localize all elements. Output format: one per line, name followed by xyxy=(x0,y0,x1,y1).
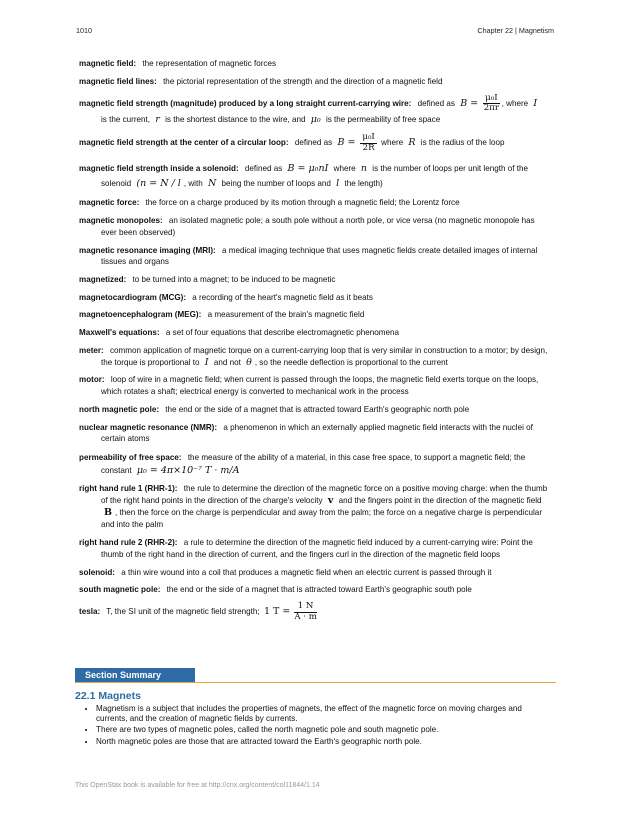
definition-text: the rule to determine the direction of the magnetic force on a positive moving charge: when the thumb of the right hand points in the direction of the charge's velocity xyxy=(101,484,548,506)
glossary-entry xyxy=(79,404,551,416)
definition: a rule to determine the direction of the magnetic field induced by a current-carrying wire: Point the thumb of the right hand in the direction of current, and the fingers curl in the direction of the magnetic field loops xyxy=(101,538,533,559)
formula-lhs: 1 T = xyxy=(263,606,291,618)
glossary-entry xyxy=(79,292,551,304)
definition-text: , where xyxy=(501,98,529,108)
section-subheading: 22.1 Magnets xyxy=(75,690,141,702)
formula: (n = N / l xyxy=(136,178,181,190)
definition-text: defined as xyxy=(417,98,455,108)
chapter-title: Chapter 22 | Magnetism xyxy=(477,26,554,35)
term: magnetic field strength inside a solenoid: xyxy=(79,164,239,174)
term: permeability of free space: xyxy=(79,452,182,462)
definition: the end or the side of a magnet that is attracted toward Earth's geographic north pole xyxy=(165,404,470,414)
numerator: 1 N xyxy=(294,602,317,613)
denominator: A · m xyxy=(294,611,317,622)
glossary-entry xyxy=(79,197,551,209)
variable: I xyxy=(533,97,538,109)
term: solenoid: xyxy=(79,567,115,577)
glossary-entry xyxy=(79,327,551,339)
glossary-entry xyxy=(79,567,551,579)
variable: r xyxy=(155,113,160,125)
term: magnetic monopoles: xyxy=(79,216,163,226)
glossary-entry xyxy=(79,76,551,88)
definition-text: constant xyxy=(101,465,132,475)
definition: the end or the side of a magnet that is attracted toward Earth's geographic south pole xyxy=(166,585,472,595)
definition-text: and the fingers point in the direction of the magnetic field xyxy=(338,496,542,506)
glossary xyxy=(79,58,551,628)
term: south magnetic pole: xyxy=(79,585,161,595)
numerator: μ₀I xyxy=(362,132,375,143)
term: motor: xyxy=(79,375,105,385)
definition-text: solenoid xyxy=(101,179,132,189)
definition: a recording of the heart's magnetic field as it beats xyxy=(192,292,373,302)
term: magnetic field: xyxy=(79,59,137,68)
glossary-entry xyxy=(79,602,551,622)
definition-text: where xyxy=(333,164,356,174)
definition-text: , with xyxy=(183,179,203,189)
definition-text: is the number of loops per unit length of the xyxy=(372,164,528,174)
glossary-entry xyxy=(79,422,551,445)
definition: a set of four equations that describe electromagnetic phenomena xyxy=(165,328,399,338)
term: right hand rule 1 (RHR-1): xyxy=(79,484,178,494)
formula: μ₀ = 4π×10⁻⁷ T · m/A xyxy=(136,464,240,476)
term: magnetocardiogram (MCG): xyxy=(79,292,187,302)
definition-text: being the number of loops and xyxy=(221,179,331,189)
variable: R xyxy=(408,137,416,149)
variable: l xyxy=(336,178,340,190)
definition-text: , so the needle deflection is proportional to the current xyxy=(254,357,448,367)
denominator: 2πr xyxy=(483,103,499,114)
variable: v xyxy=(327,495,334,507)
glossary-entry xyxy=(79,584,551,596)
term: magnetic field strength at the center of a circular loop: xyxy=(79,138,289,148)
formula: B = μ₀nI xyxy=(287,163,329,175)
definition-text: the measure of the ability of a material, in this case free space, to support a magnetic field; the xyxy=(187,452,526,462)
summary-list xyxy=(84,704,554,748)
glossary-entry xyxy=(79,537,551,560)
definition: the pictorial representation of the strength and the direction of a magnetic field xyxy=(163,76,443,86)
section-summary-label: Section Summary xyxy=(75,668,195,682)
variable: θ xyxy=(246,356,252,368)
definition-text: where xyxy=(381,138,404,148)
glossary-entry xyxy=(79,133,551,153)
formula-fraction xyxy=(483,94,499,114)
term: magnetic field lines: xyxy=(79,76,157,86)
term: tesla: xyxy=(79,607,101,617)
variable: n xyxy=(360,163,368,175)
list-item: • Magnetism is a subject that includes the properties of magnets, the effect of the magnetic force on moving charges and currents, and the creation of magnetic fields by currents. xyxy=(96,704,554,724)
list-item: • North magnetic poles are those that are attracted toward the Earth's geographic north pole. xyxy=(96,737,554,747)
definition: to be turned into a magnet; to be induced to be magnetic xyxy=(132,274,336,284)
variable: N xyxy=(207,178,217,190)
formula-lhs: B = xyxy=(460,97,479,109)
definition: a medical imaging technique that uses magnetic fields create detailed images of internal tissues and organs xyxy=(101,245,538,267)
term: Maxwell's equations: xyxy=(79,328,160,338)
formula-fraction xyxy=(294,602,317,622)
definition: the representation of magnetic forces xyxy=(142,59,276,68)
glossary-entry xyxy=(79,345,551,368)
term: magnetic resonance imaging (MRI): xyxy=(79,245,216,255)
definition-text: defined as xyxy=(294,138,333,148)
term: magnetic force: xyxy=(79,198,140,208)
definition-text: , then the force on the charge is perpendicular and away from the palm; the force on a negative charge is perpendicular and into the palm xyxy=(101,508,543,530)
section-summary-bar xyxy=(75,668,556,683)
glossary-entry xyxy=(79,58,551,70)
glossary-entry xyxy=(79,483,551,531)
definition-text: common application of magnetic torque on a current-carrying loop that is very similar in construction to a motor; by design, the torque is proportional to xyxy=(101,346,548,367)
glossary-entry xyxy=(79,161,551,191)
formula-fraction xyxy=(360,133,376,153)
glossary-entry xyxy=(79,374,551,397)
glossary-entry xyxy=(79,274,551,286)
list-item: • There are two types of magnetic poles, called the north magnetic pole and south magnetic pole. xyxy=(96,725,554,735)
variable: B xyxy=(104,507,113,519)
footer-note: This OpenStax book is available for free at http://cnx.org/content/col11844/1.14 xyxy=(75,782,320,789)
definition-text: defined as xyxy=(244,164,283,174)
glossary-entry xyxy=(79,451,551,477)
glossary-entry xyxy=(79,215,551,238)
definition: the force on a charge produced by its motion through a magnetic field; the Lorentz force xyxy=(145,198,460,208)
definition: a phenomenon in which an externally applied magnetic field interacts with the nuclei of certain atoms xyxy=(101,422,533,444)
definition: loop of wire in a magnetic field; when current is passed through the loops, the magnetic field exerts torque on the loops, which rotates a shaft; electrical energy is converted to mechanical work in the process xyxy=(101,375,539,396)
term: magnetic field strength (magnitude) produced by a long straight current-carrying wire: xyxy=(79,98,412,108)
definition-text: is the permeability of free space xyxy=(325,114,441,124)
glossary-entry xyxy=(79,309,551,321)
numerator: μ₀I xyxy=(485,92,498,103)
definition: an isolated magnetic pole; a south pole without a north pole, or vice versa (no magnetic monopole has ever been observed) xyxy=(101,216,535,237)
denominator: 2R xyxy=(362,142,375,153)
glossary-entry xyxy=(79,94,551,126)
definition-text: is the radius of the loop xyxy=(420,138,505,148)
definition-text: is the shortest distance to the wire, and xyxy=(165,114,306,124)
formula-lhs: B = xyxy=(337,137,356,149)
definition-text: T, the SI unit of the magnetic field strength; xyxy=(106,607,260,617)
term: magnetized: xyxy=(79,274,127,284)
variable: I xyxy=(204,356,209,368)
definition: a thin wire wound into a coil that produces a magnetic field when an electric current is passed through it xyxy=(121,567,492,577)
term: nuclear magnetic resonance (NMR): xyxy=(79,422,218,432)
term: magnetoencephalogram (MEG): xyxy=(79,310,202,320)
definition-text: and not xyxy=(213,357,241,367)
definition-text: the length) xyxy=(344,179,383,189)
definition-text: is the current, xyxy=(101,114,151,124)
page-number: 1010 xyxy=(76,26,92,35)
variable: μ₀ xyxy=(310,113,321,125)
term: meter: xyxy=(79,346,104,355)
definition: a measurement of the brain's magnetic field xyxy=(207,310,365,320)
term: right hand rule 2 (RHR-2): xyxy=(79,538,178,548)
term: north magnetic pole: xyxy=(79,404,160,414)
glossary-entry xyxy=(79,245,551,268)
